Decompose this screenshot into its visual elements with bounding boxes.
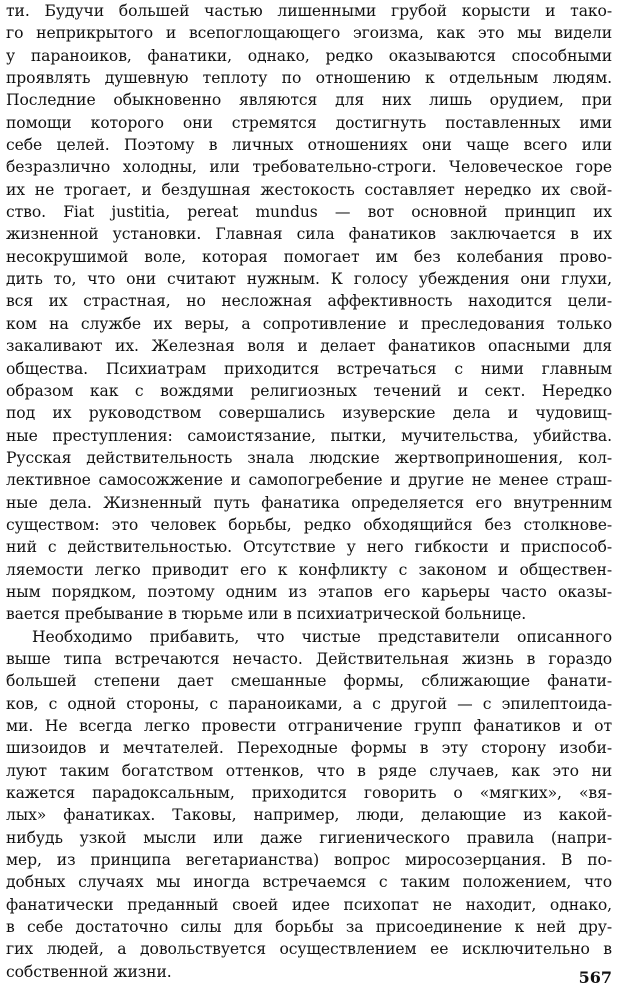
text-line: ным порядком, поэтому одним из этапов его карьеры часто оказы- [6, 582, 612, 601]
text-line: мер, из принципа вегетарианства) вопрос миросозерцания. В по- [6, 851, 612, 870]
text-line: безразлично холодны, или требовательно-строги. Человеческое горе [6, 158, 612, 177]
text-line: Русская действительность знала людские жертвоприношения, кол- [6, 448, 612, 467]
body-text [6, 0, 612, 983]
text-line: их не трогает, и бездушная жестокость составляет нередко их свой- [6, 180, 612, 199]
text-line: ные дела. Жизненный путь фанатика определяется его внутренним [6, 493, 612, 512]
text-line: себе целей. Поэтому в личных отношениях они чаще всего или [6, 136, 612, 155]
text-line: ство. Fiat justitia, pereat mundus — вот основной принцип их [6, 203, 612, 222]
text-line: выше типа встречаются нечасто. Действительная жизнь в гораздо [6, 649, 612, 668]
text-line: ми. Не всегда легко провести отграничение групп фанатиков и от [6, 717, 612, 735]
text-line: шизоидов и мечтателей. Переходные формы в эту сторону изоби- [6, 739, 612, 758]
text-line: Последние обыкновенно являются для них лишь орудием, при [6, 91, 612, 110]
text-line: Необходимо прибавить, что чистые представители описанного [32, 627, 612, 646]
page-number: 567 [578, 968, 612, 987]
text-line: нибудь узкой мысли или даже гигиенического правила (напри- [6, 828, 612, 847]
text-line: ные преступления: самоистязание, пытки, мучительства, убийства. [6, 426, 612, 445]
text-line: лых» фанатиках. Таковы, например, люди, делающие из какой- [6, 806, 612, 825]
paragraph [6, 626, 612, 984]
text-line: большей степени дает смешанные формы, сближающие фанати- [6, 672, 612, 691]
text-line: гих людей, а довольствуется осуществлением ее исключительно в [6, 940, 612, 959]
text-line: образом как с вождями религиозных течений и сект. Нередко [6, 381, 612, 400]
text-line: существом: это человек борьбы, редко обходящийся без столкнове- [6, 515, 612, 534]
text-line: лективное самосожжение и самопогребение и другие не менее страш- [6, 471, 612, 490]
text-line: вается пребывание в тюрьме или в психиатрической больнице. [6, 605, 527, 624]
text-line: ком на службе их веры, а сопротивление и преследования только [6, 314, 612, 333]
text-line: вся их страстная, но несложная аффективность находится цели- [6, 292, 612, 311]
text-line: ков, с одной стороны, с параноиками, а с другой — с эпилептоида- [6, 694, 612, 713]
text-line: ний с действительностью. Отсутствие у него гибкости и приспособ- [6, 538, 612, 557]
text-line: собственной жизни. [6, 962, 172, 981]
text-line: добных случаях мы иногда встречаемся с таким положением, что [6, 873, 612, 892]
text-line: у параноиков, фанатики, однако, редко оказываются способными [6, 46, 612, 65]
text-line: луют таким богатством оттенков, что в ряде случаев, как это ни [6, 761, 612, 780]
text-line: в себе достаточно силы для борьбы за присоединение к ней дру- [6, 918, 612, 937]
text-line: несокрушимой воле, которая помогает им без колебания прово- [6, 247, 612, 266]
text-line: ляемости легко приводит его к конфликту с законом и обществен- [6, 560, 612, 579]
text-line: под их руководством совершались изуверские дела и чудовищ- [6, 404, 612, 423]
text-line: жизненной установки. Главная сила фанатиков заключается в их [6, 225, 612, 244]
text-line: проявлять душевную теплоту по отношению к отдельным людям. [6, 69, 612, 88]
text-line: го неприкрытого и всепоглощающего эгоизма, как это мы видели [6, 24, 612, 43]
text-line: ти. Будучи большей частью лишенными грубой корысти и тако- [6, 2, 612, 20]
paragraph [6, 0, 612, 626]
text-line: помощи которого они стремятся достигнуть поставленных ими [6, 113, 612, 132]
text-line: фанатически преданный своей идее психопат не находит, однако, [6, 895, 612, 914]
text-line: кажется парадоксальным, приходится говорить о «мягких», «вя- [6, 784, 612, 803]
text-line: закаливают их. Железная воля и делает фанатиков опасными для [6, 337, 612, 356]
text-line: дить то, что они считают нужным. К голосу убеждения они глухи, [6, 270, 612, 289]
text-line: общества. Психиатрам приходится встречаться с ними главным [6, 359, 612, 378]
